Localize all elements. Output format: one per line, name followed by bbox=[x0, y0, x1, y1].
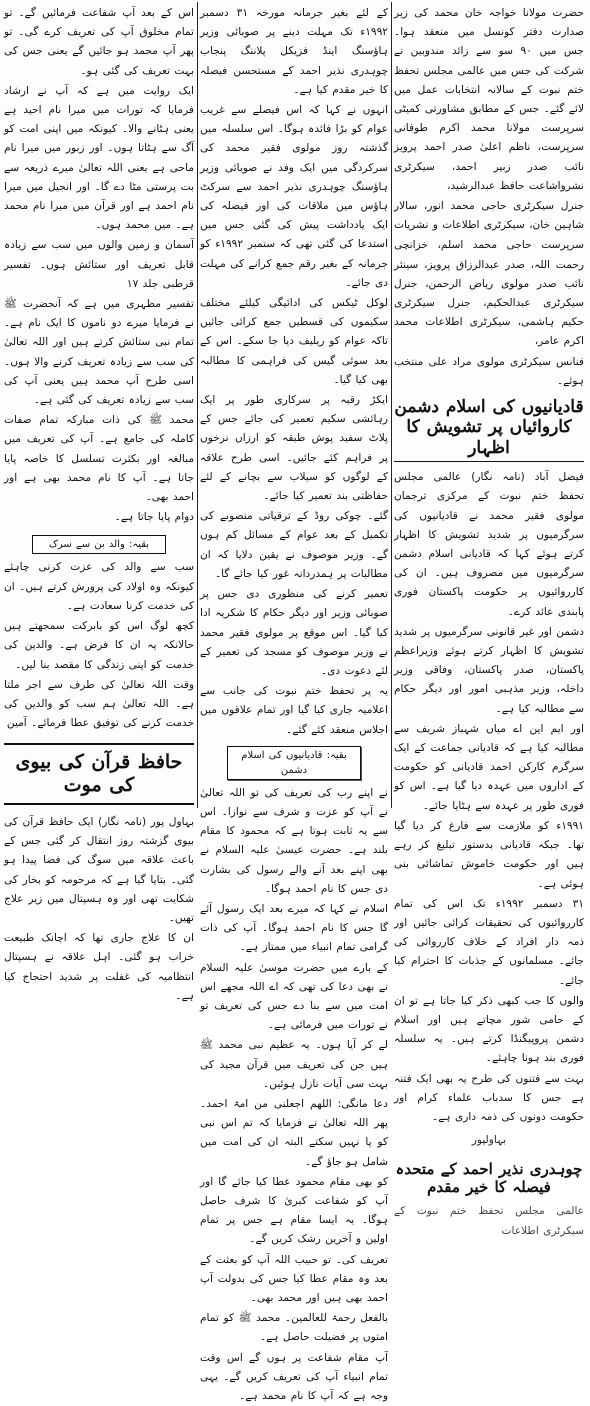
right-column bbox=[394, 4, 584, 1237]
column-divider bbox=[391, 2, 392, 808]
article-paragraph: ایکڑ رقبہ پر سرکاری طور پر ایک رہائشی سکیم تعمیر کی جائے جس کے پلاٹ سفید پوش طبقہ کو ارزاں نرخوں پر فراہم کئے جائیں۔ اسی طرح علاقہ کے لوگوں کو سیلاب سے بچانے کے لئے حفاظتی بند تعمیر کیا جائے۔ bbox=[200, 394, 388, 503]
article-paragraph: تعمیر کرنے کی منظوری دی جس پر صوبائی وزیر اور دیگر حکام کا شکریہ ادا کیا گیا۔ اس موقع پر مولوی فقیر محمد نے وزیر موصوف کو مسجد کی تعمیر کے لئے دعوت دی۔ bbox=[200, 588, 388, 677]
article-paragraph: اس کے بعد آپ شفاعت فرمائیں گے۔ تو تمام مخلوق آپ کی تعریف کرے گی۔ تو پھر آپ محمد ہو جائیں گے یعنی جس کی بہت تعریف کی گئی ہو۔ bbox=[4, 7, 194, 77]
middle-column bbox=[200, 4, 388, 1403]
article-paragraph: حضرت مولانا خواجہ خان محمد کی زیر صدارت دفتر کونسل میں منعقد ہوا۔ جس میں ۹۰ سو سے زائد مندوبین نے شرکت کی جس میں عالمی مجلس تحفظ ختم نبوت کے سالانہ انتخابات عمل میں لائے گئے۔ جس کے مطابق مشاورتی کمیٹی سرپرست مولانا محمد اکرم طوفانی سرپرست، ناظم اعلیٰ صدر احمد پرویز نائب صدر زبیر احمد، سیکرٹری نشرواشاعت حافظ عبدالرشید، bbox=[394, 7, 584, 192]
article-paragraph: اور ایم این اے میاں شہباز شریف سے مطالبہ کیا ہے کہ قادیانی جماعت کے ایک سرگرم کارکن احمد قادیانی کو حکومت کے اداروں میں عہدہ دیا گیا ہے۔ اس کو فوری طور پر عہدہ سے ہٹایا جائے۔ bbox=[394, 722, 584, 812]
article-paragraph: تعریف کی۔ تو حبیب اللہ آپ کو بعثت کے بعد وہ مقام عطا کیا جس کی بدولت آپ احمد بھی ہیں اور محمد بھی۔ bbox=[200, 1253, 388, 1304]
article-paragraph: جنرل سیکرٹری حاجی محمد انور، سالار شاہین خان، سیکرٹری اطلاعات و نشریات bbox=[394, 200, 584, 232]
article-paragraph: محمد ﷺ کی ذات مبارکہ تمام صفات کاملہ کی جامع ہے۔ آپ کی تعریف میں مبالغہ اور بکثرت تسلسل کا خاصہ پایا جاتا ہے۔ آپ کا نام محمد بھی ہے اور احمد بھی۔ bbox=[4, 414, 194, 504]
article-paragraph: ان کا علاج جاری تھا کہ اچانک طبیعت خراب ہو گئی۔ اہل علاقہ نے ہسپتال انتظامیہ کی غفلت پر شدید احتجاج کیا ہے۔ bbox=[4, 932, 194, 1002]
article-paragraph: آسمان و زمین والوں میں سب سے زیادہ قابل تعریف اور ستائش ہوں۔ تفسیر قرطبی جلد ۱۷ bbox=[4, 239, 194, 290]
article-paragraph: دعا مانگی: اللھم اجعلنی من امۃ احمد۔ پھر اللہ تعالیٰ نے فرمایا کہ تم اس نبی کو پا نہیں سکتے البتہ ان کی امت میں شامل ہو جاؤ گے۔ bbox=[200, 1097, 388, 1168]
article-paragraph: وقت اللہ تعالیٰ کی طرف سے اجر ملتا ہے۔ اللہ تعالیٰ ہم سب کو والدین کی خدمت کرنے کی توفیق عطا فرمائے۔ آمین bbox=[4, 678, 194, 730]
headline-welcome-decision: چوہدری نذیر احمد کے متحدہ فیصلہ کا خیر مقدم bbox=[395, 1160, 583, 1197]
article-paragraph: بالفعل رحمۃ للعالمین۔ محمد ﷺ کو تمام امتوں پر فضیلت حاصل ہے۔ bbox=[200, 1312, 388, 1344]
headline-hafiz-wife: حافظ قرآن کی بیوی کی موت bbox=[4, 743, 194, 805]
article-paragraph: سرپرست حاجی محمد اسلم، خزانچی رحمت اللہ، صدر عبدالرزاق پرویز، سینئر نائب صدر مولوی ریاض الرحمن، جنرل سیکرٹری عبدالحکیم، جنرل سیکرٹری حکیم ہاشمی، سیکرٹری اطلاعات محمد اکرم عامر، bbox=[394, 239, 584, 348]
article-paragraph: لے کر آیا ہوں۔ یہ عظیم نبی محمد ﷺ ہیں جن کی تعریف میں قرآن مجید کی بہت سی آیات نازل ہوئیں۔ bbox=[200, 1039, 388, 1090]
column-divider bbox=[197, 2, 198, 808]
article-paragraph: سب سے والد کی عزت کرنی چاہئے کیونکہ وہ اولاد کی پرورش کرتے ہیں۔ ان کی خدمت کرنا سعادت ہے۔ bbox=[4, 561, 194, 612]
article-paragraph: تفسیر مظہری میں ہے کہ آنحضرت ﷺ نے فرمایا میرے دو ناموں کا ایک نام ہے۔ تمام نبی ستائش کرتے ہیں اور اللہ تعالیٰ کی سب سے زیادہ تعریف کرنے والا ہوں۔ اسی طرح آپ محمد ہیں یعنی آپ کی سب سے زیادہ تعریف کی گئی ہے۔ bbox=[4, 298, 194, 407]
headline-qadiani: قادیانیوں کی اسلام دشمن کاروائیاں پر تشویش کا اظہار bbox=[394, 397, 584, 462]
continuation-box: بقیہ: قادیانیوں کی اسلام دشمن bbox=[227, 746, 361, 780]
left-column bbox=[4, 4, 194, 1002]
article-paragraph: فیصل آباد (نامہ نگار) عالمی مجلس تحفظ ختم نبوت کے مرکزی ترجمان مولوی فقیر محمد نے قادیانیوں کی سرگرمیوں پر شدید تشویش کا اظہار کرتے ہوئے کہا کہ قادیانی اسلام دشمن سرگرمیوں میں مصروف ہیں۔ ان کی کارروائیوں پر حکومت پاکستان فوری پابندی عائد کرے۔ bbox=[394, 471, 584, 618]
article-paragraph: ۱۹۹۱ء کو ملازمت سے فارغ کر دیا گیا تھا۔ جبکہ قادیانی بدستور تبلیغ کر رہے ہیں اور حکومت خاموش تماشائی بنی ہوئی ہے۔ bbox=[394, 819, 584, 890]
article-paragraph: ایک روایت میں ہے کہ آپ نے ارشاد فرمایا کہ تورات میں میرا نام احید ہے یعنی ہٹانے والا۔ کیونکہ میں اپنی امت کو آگ سے ہٹاتا ہوں۔ اور زبور میں میرا نام ماحی ہے یعنی اللہ تعالیٰ میرے ذریعہ سے بت پرستی مٹا دے گا۔ اور انجیل میں میرا نام احمد ہے اور قرآن میں میرا نام محمد ہے۔ میں محمد ہوں۔ bbox=[4, 84, 194, 232]
continuation-box: بقیہ: والد بن سے سرک bbox=[32, 535, 166, 554]
article-paragraph: ۳۱ دسمبر ۱۹۹۲ء تک اس کی تمام کارروائیوں کی تحقیقات کرائی جائیں اور ذمہ دار افراد کے خلاف کارروائی کی جائے۔ مسلمانوں کے جذبات کا احترام کیا جائے۔ bbox=[394, 897, 584, 987]
article-paragraph: فنانس سیکرٹری مولوی مراد علی منتخب ہوئے۔ bbox=[394, 355, 584, 387]
article-paragraph: کچھ لوگ اس کو بابرکت سمجھتے ہیں حالانکہ یہ ان کا فرض ہے۔ والدین کی خدمت کو اپنی زندگی کا مقصد بنا لیں۔ bbox=[4, 620, 194, 671]
article-paragraph: اسلام نے کہا کہ میرے بعد ایک رسول آئے گا جس کا نام احمد ہوگا۔ آپ کی ذات گرامی تمام انبیاء میں ممتاز ہے۔ bbox=[200, 902, 388, 954]
article-paragraph: عالمی مجلس تحفظ ختم نبوت کے سیکرٹری اطلاعات bbox=[394, 1205, 584, 1237]
article-paragraph: بہاول پور (نامہ نگار) ایک حافظ قرآن کی بیوی گزشتہ روز انتقال کر گئی جس کے باعث علاقہ میں سوگ کی فضا پیدا ہو گئی۔ بتایا گیا ہے کہ مرحومہ کو بخار کی شکایت تھی اور وہ ہسپتال میں زیر علاج تھیں۔ bbox=[4, 815, 194, 924]
article-paragraph: کے لئے بغیر جرمانہ مورخہ ۳۱ دسمبر ۱۹۹۲ء تک مہلت دینے پر صوبائی وزیر ہاؤسنگ اینڈ فزیکل پلاننگ پنجاب چوہدری نذیر احمد کے مستحسن فیصلہ کا خیر مقدم کیا ہے۔ bbox=[200, 7, 388, 96]
article-paragraph: آپ مقام شفاعت پر ہوں گے اس وقت تمام انبیاء آپ کی تعریف کریں گے۔ یہی وجہ ہے کہ آپ کا نام محمد ہے۔ bbox=[200, 1351, 388, 1403]
article-paragraph: گئے۔ چوکی روڈ کے ترقیاتی منصوبے کی تکمیل کے بعد عوام کے مسائل کم ہوں گے۔ وزیر موصوف نے یقین دلایا کہ ان مطالبات پر ہمدردانہ غور کیا جائے گا۔ bbox=[200, 510, 388, 580]
article-paragraph: بہت سے فتنوں کی طرح یہ بھی ایک فتنہ ہے جس کا سدباب علماء کرام اور حکومت دونوں کی ذمہ داری ہے۔ bbox=[394, 1072, 584, 1123]
article-paragraph: کے بارے میں حضرت موسیٰ علیہ السلام نے بھی دعا کی تھی کہ اے اللہ مجھے اس امت میں سے بنا دے جس کی تعریف تو نے تورات میں فرمائی ہے۔ bbox=[200, 961, 388, 1032]
dateline-stamp: بہاولپور bbox=[471, 1134, 507, 1147]
article-paragraph: دوام پایا جاتا ہے۔ bbox=[114, 511, 194, 524]
article-paragraph: نے اپنے رب کی تعریف کی تو اللہ تعالیٰ نے آپ کو عزت و شرف سے نوازا۔ اس سے یہ ثابت ہوتا ہے کہ محمود کا مقام بلند ہے۔ حضرت عیسیٰ علیہ السلام نے بھی اپنے بعد آنے والے رسول کی بشارت دی جس کا نام احمد ہوگا۔ bbox=[200, 786, 388, 895]
article-paragraph: کو بھی مقام محمود عطا کیا جائے گا اور آپ کو شفاعت کبریٰ کا شرف حاصل ہوگا۔ یہ ایسا مقام ہے جس پر تمام اولین و آخرین رشک کریں گے۔ bbox=[200, 1175, 388, 1246]
article-paragraph: یہ پر تحفظ ختم نبوت کی جانب سے اعلامیہ جاری کیا گیا اور تمام علاقوں میں اجلاس منعقد کئے گئے۔ bbox=[200, 685, 388, 736]
article-paragraph: انہوں نے کہا کہ اس فیصلے سے غریب عوام کو بڑا فائدہ ہوگا۔ اس سلسلہ میں گذشتہ روز مولوی فقیر محمد کی سرکردگی میں ایک وفد نے صوبائی وزیر ہاؤسنگ چوہدری نذیر احمد سے سرکٹ ہاؤس میں ملاقات کی اور فیصلہ کی ایک یادداشت پیش کی گئی جس میں استدعا کی گئی تھی کہ ستمبر ۱۹۹۲ء کو جرمانہ کے بغیر رقم جمع کرانے کی مہلت دی جائے۔ bbox=[200, 104, 388, 289]
article-paragraph: والوں کا جب کبھی ذکر کیا جاتا ہے تو ان کے حامی شور مچاتے ہیں اور اسلام دشمن پروپیگنڈا کرتے ہیں۔ یہ سلسلہ فوری بند ہونا چاہئے۔ bbox=[394, 994, 584, 1065]
article-paragraph: دشمن اور غیر قانونی سرگرمیوں پر شدید تشویش کا اظہار کرتے ہوئے وزیراعظم پاکستان، صدر پاکستان، وفاقی وزیر داخلہ، وزیر مذہبی امور اور دیگر حکام سے مطالبہ کیا ہے۔ bbox=[394, 625, 584, 715]
article-paragraph: لوکل ٹیکس کی ادائیگی کیلئے مختلف سکیموں کی قسطیں جمع کرائی جائیں تاکہ عوام کو ریلیف دیا جا سکے۔ اس کے بعد سوئی گیس کی فراہمی کا مطالبہ بھی کیا گیا۔ bbox=[200, 297, 388, 386]
